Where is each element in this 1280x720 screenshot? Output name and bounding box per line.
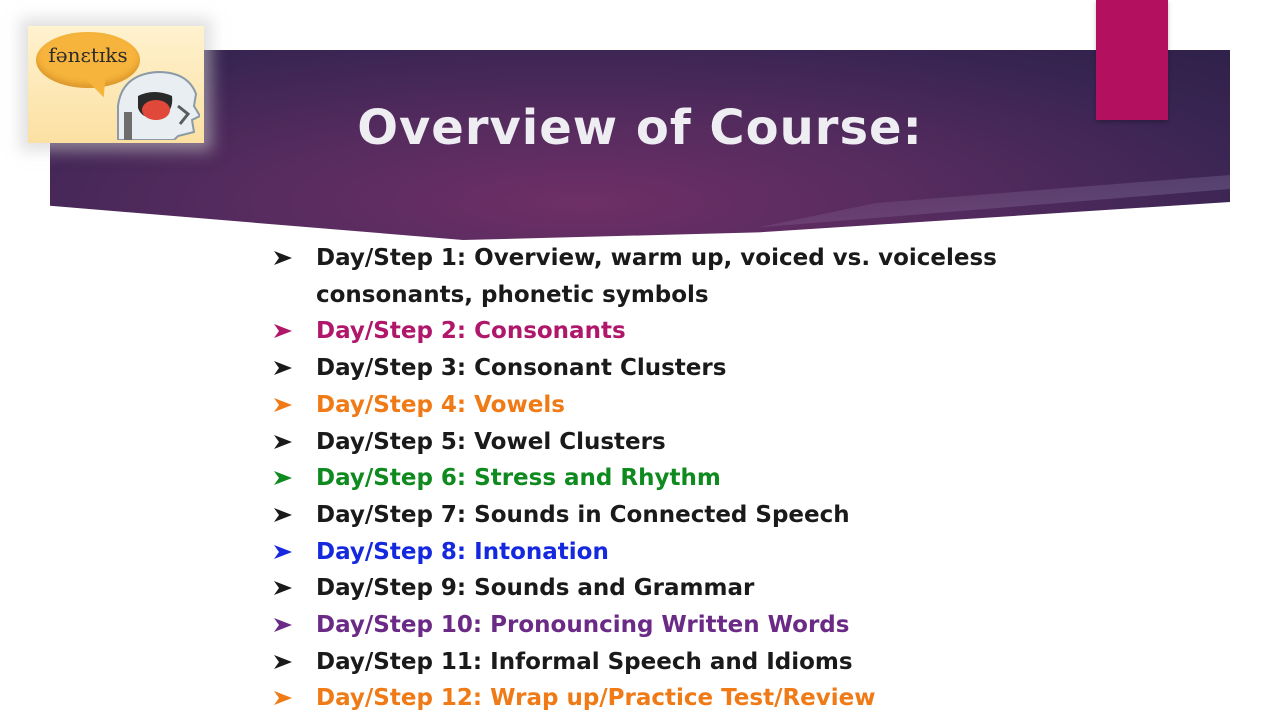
course-step-text: Day/Step 11: Informal Speech and Idioms [316,648,853,675]
course-step-item [270,534,1030,571]
arrowhead-bullet-icon [272,433,294,451]
course-step-item [270,607,1030,644]
arrowhead-bullet-icon [272,689,294,707]
course-step-item [270,497,1030,534]
course-step-item [270,240,1030,313]
course-step-item [270,570,1030,607]
arrowhead-bullet-icon [272,506,294,524]
course-step-text: Day/Step 4: Vowels [316,391,565,418]
arrowhead-bullet-icon [272,469,294,487]
course-step-item [270,460,1030,497]
course-step-text: Day/Step 9: Sounds and Grammar [316,575,755,602]
course-step-item [270,644,1030,681]
course-step-text: Day/Step 2: Consonants [316,318,626,345]
course-step-text: Day/Step 6: Stress and Rhythm [316,465,721,492]
arrowhead-bullet-icon [272,579,294,597]
course-step-text: Day/Step 12: Wrap up/Practice Test/Review [316,685,876,712]
course-step-item [270,350,1030,387]
course-step-text: Day/Step 7: Sounds in Connected Speech [316,501,850,528]
course-step-text: Day/Step 8: Intonation [316,538,609,565]
arrowhead-bullet-icon [272,322,294,340]
course-steps-list [270,240,1030,717]
logo-text: fənɛtɪks [48,43,128,67]
arrowhead-bullet-icon [272,396,294,414]
arrowhead-bullet-icon [272,359,294,377]
course-step-text: Day/Step 5: Vowel Clusters [316,428,666,455]
course-step-text: Day/Step 10: Pronouncing Written Words [316,612,850,639]
arrowhead-bullet-icon [272,249,294,267]
course-step-text: Day/Step 3: Consonant Clusters [316,355,727,382]
arrowhead-bullet-icon [272,653,294,671]
course-step-item [270,424,1030,461]
arrowhead-bullet-icon [272,543,294,561]
course-step-text: Day/Step 1: Overview, warm up, voiced vs. voiceless consonants, phonetic symbols [316,245,997,308]
course-step-item [270,680,1030,717]
course-step-item [270,387,1030,424]
arrowhead-bullet-icon [272,616,294,634]
course-step-item [270,313,1030,350]
slide-title: Overview of Course: [357,100,923,156]
